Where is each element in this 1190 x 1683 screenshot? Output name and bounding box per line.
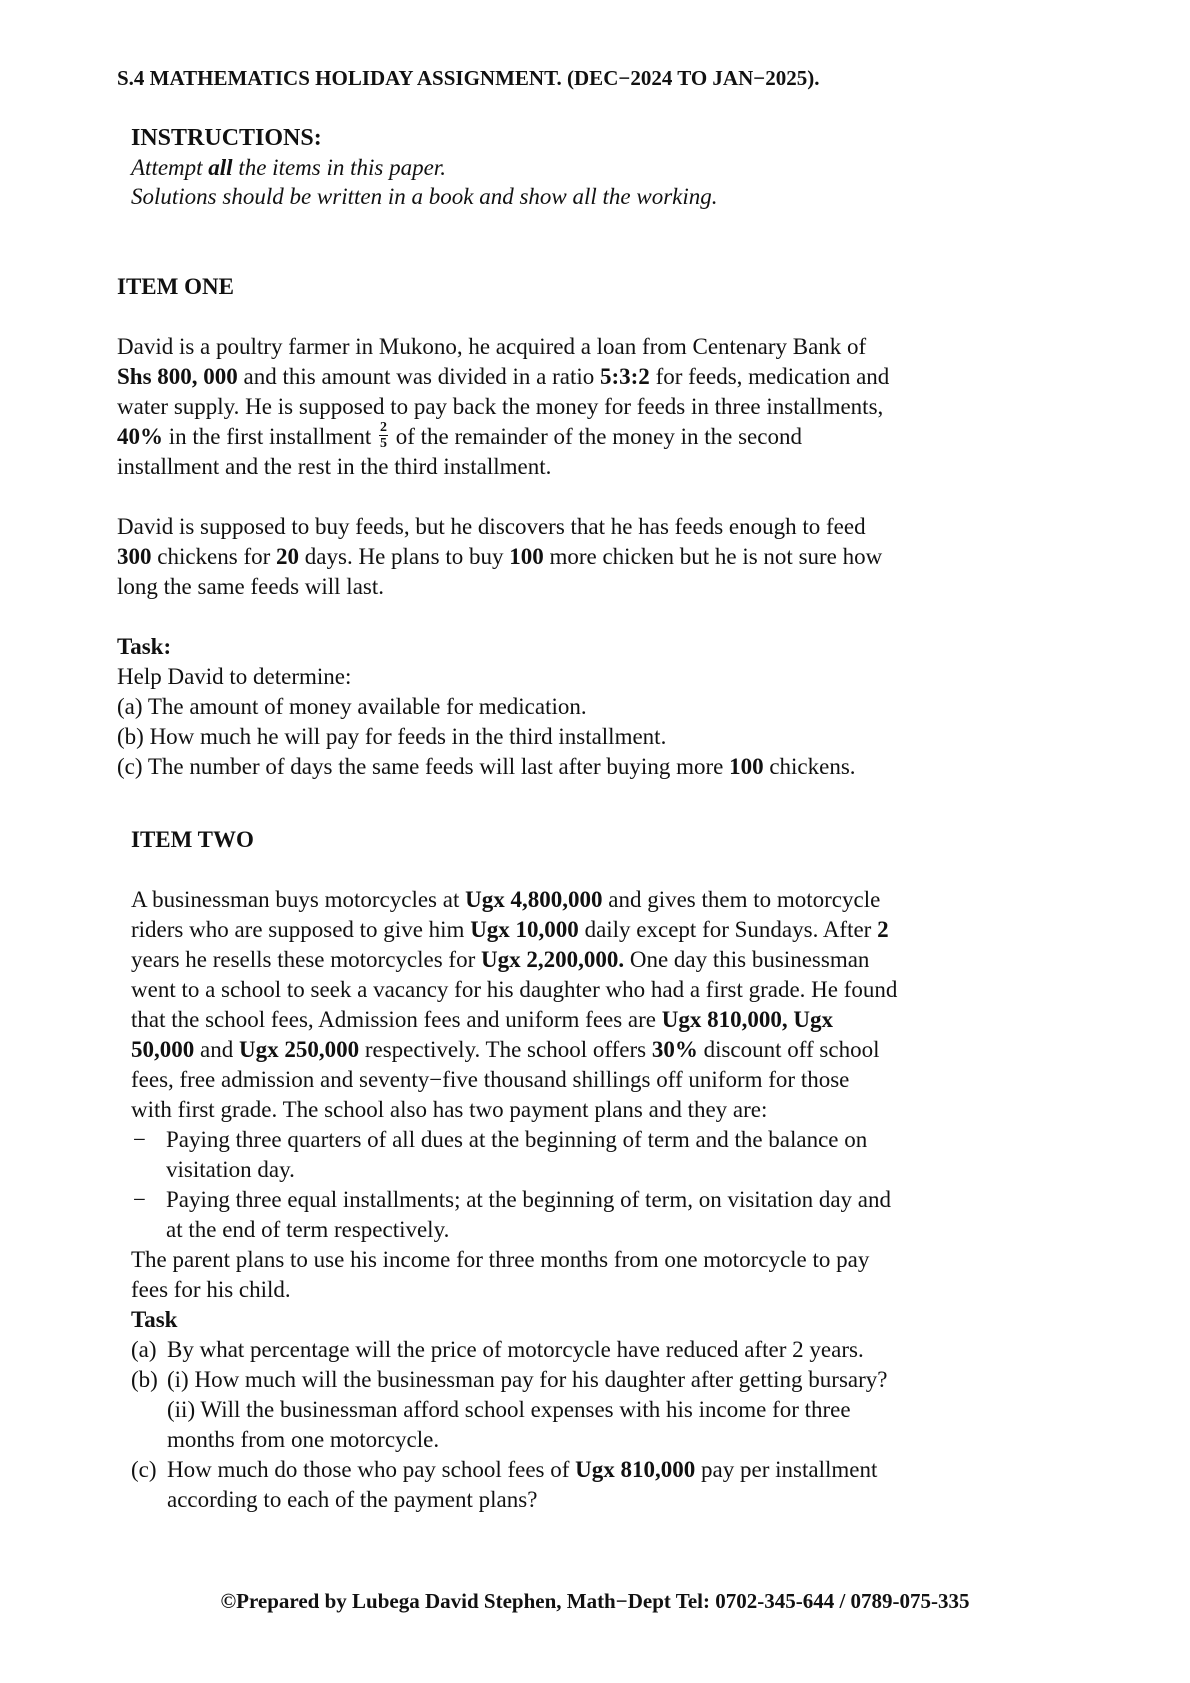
bullet-dash: − xyxy=(133,1187,146,1212)
amount: Ugx 10,000 xyxy=(470,917,579,942)
item-marker: (c) xyxy=(131,1457,157,1482)
instructions-block xyxy=(131,124,1031,211)
text: chickens. xyxy=(763,754,856,779)
text: days. He plans to buy xyxy=(299,544,510,569)
text: at the end of term respectively. xyxy=(166,1217,450,1242)
number: 2 xyxy=(877,917,889,942)
number: 100 xyxy=(509,544,544,569)
task-item-c xyxy=(117,752,1057,782)
instructions-line-1 xyxy=(131,153,1031,182)
loan-amount: Shs 800, 000 xyxy=(117,364,238,389)
text: The parent plans to use his income for three months from one motorcycle to pay xyxy=(131,1247,870,1272)
text: and xyxy=(194,1037,239,1062)
amount: Ugx 2,200,000. xyxy=(480,947,625,972)
instructions-text: Attempt xyxy=(131,155,209,180)
text: that the school fees, Admission fees and uniform fees are xyxy=(131,1007,662,1032)
instructions-emphasis: all xyxy=(208,155,233,180)
text: water supply. He is supposed to pay back the money for feeds in three installments, xyxy=(117,394,884,419)
text: riders who are supposed to give him xyxy=(131,917,471,942)
text: One day this businessman xyxy=(624,947,870,972)
text: long the same feeds will last. xyxy=(117,574,384,599)
amount: Ugx 810,000, Ugx xyxy=(661,1007,833,1032)
text: and this amount was divided in a ratio xyxy=(237,364,600,389)
text: in the first installment xyxy=(163,424,377,449)
percentage: 40% xyxy=(117,424,163,449)
payment-plan-1 xyxy=(131,1125,1071,1185)
text: chickens for xyxy=(151,544,277,569)
task-label-text: Task xyxy=(131,1307,178,1332)
task-item-c xyxy=(131,1455,1071,1515)
footer-credit: ©Prepared by Lubega David Stephen, Math−Dept Tel: 0702-345-644 / 0789-075-335 xyxy=(220,1589,970,1613)
item-one-paragraph-2 xyxy=(117,512,1057,602)
fraction-denominator: 5 xyxy=(380,436,387,452)
item-one-paragraph-1 xyxy=(117,332,1057,482)
ratio: 5:3:2 xyxy=(599,364,650,389)
text: respectively. The school offers xyxy=(359,1037,652,1062)
text: Paying three equal installments; at the beginning of term, on visitation day and xyxy=(166,1187,891,1212)
text: (i) How much will the businessman pay for his daughter after getting bursary? xyxy=(167,1367,888,1392)
item-two-paragraph-2 xyxy=(131,1245,1071,1305)
text: daily except for Sundays. After xyxy=(578,917,878,942)
task-label xyxy=(117,632,1057,662)
text: went to a school to seek a vacancy for his daughter who had a first grade. He found xyxy=(131,977,898,1002)
number: 20 xyxy=(276,544,300,569)
item-marker: (a) xyxy=(131,1337,157,1362)
text: fees, free admission and seventy−five thousand shillings off uniform for those xyxy=(131,1067,850,1092)
number: 300 xyxy=(117,544,152,569)
text: with first grade. The school also has two payment plans and they are: xyxy=(131,1097,768,1122)
text: years he resells these motorcycles for xyxy=(131,947,481,972)
text: A businessman buys motorcycles at xyxy=(131,887,466,912)
text: (ii) Will the businessman afford school expenses with his income for three xyxy=(167,1397,851,1422)
text: (c) The number of days the same feeds will last after buying more xyxy=(117,754,730,779)
instructions-line-2: Solutions should be written in a book and show all the working. xyxy=(131,184,718,209)
text: more chicken but he is not sure how xyxy=(543,544,883,569)
fraction-two-fifths xyxy=(379,420,388,451)
task-item-a xyxy=(131,1335,1071,1365)
payment-plan-2 xyxy=(131,1185,1071,1245)
text: according to each of the payment plans? xyxy=(167,1487,538,1512)
text: By what percentage will the price of motorcycle have reduced after 2 years. xyxy=(167,1337,864,1362)
text: of the remainder of the money in the second xyxy=(390,424,802,449)
percentage: 30% xyxy=(651,1037,698,1062)
text: David is supposed to buy feeds, but he discovers that he has feeds enough to feed xyxy=(117,514,866,539)
text: How much do those who pay school fees of xyxy=(167,1457,576,1482)
amount: 50,000 xyxy=(131,1037,195,1062)
instructions-text: the items in this paper. xyxy=(232,155,446,180)
text: and gives them to motorcycle xyxy=(602,887,881,912)
item-one-heading: ITEM ONE xyxy=(117,274,234,299)
amount: Ugx 250,000 xyxy=(238,1037,360,1062)
text: fees for his child. xyxy=(131,1277,291,1302)
text: installment and the rest in the third installment. xyxy=(117,454,552,479)
text: David is a poultry farmer in Mukono, he acquired a loan from Centenary Bank of xyxy=(117,334,867,359)
text: visitation day. xyxy=(166,1157,295,1182)
number: 100 xyxy=(729,754,764,779)
text: for feeds, medication and xyxy=(649,364,890,389)
task-item-b: (b) How much he will pay for feeds in the third installment. xyxy=(117,724,667,749)
item-one-task xyxy=(117,632,1057,782)
amount: Ugx 810,000 xyxy=(575,1457,696,1482)
item-two-paragraph-1 xyxy=(131,885,1071,1125)
text: Paying three quarters of all dues at the beginning of term and the balance on xyxy=(166,1127,868,1152)
task-item-b xyxy=(131,1365,1071,1455)
item-marker: (b) xyxy=(131,1367,158,1392)
text: months from one motorcycle. xyxy=(167,1427,440,1452)
item-two-section xyxy=(131,825,1071,1515)
item-two-task xyxy=(131,1305,1071,1515)
item-one-section xyxy=(117,272,1057,782)
task-item-a: (a) The amount of money available for medication. xyxy=(117,694,587,719)
bullet-dash: − xyxy=(133,1127,146,1152)
amount: Ugx 4,800,000 xyxy=(465,887,603,912)
page-title: S.4 MATHEMATICS HOLIDAY ASSIGNMENT. (DEC−2024 TO JAN−2025). xyxy=(117,66,820,90)
item-two-heading: ITEM TWO xyxy=(131,827,254,852)
task-intro: Help David to determine: xyxy=(117,664,352,689)
text: discount off school xyxy=(697,1037,880,1062)
fraction-numerator: 2 xyxy=(380,420,387,436)
text: pay per installment xyxy=(695,1457,878,1482)
task-label xyxy=(131,1305,1071,1335)
task-label-text: Task: xyxy=(117,634,172,659)
instructions-heading: INSTRUCTIONS: xyxy=(131,125,322,151)
